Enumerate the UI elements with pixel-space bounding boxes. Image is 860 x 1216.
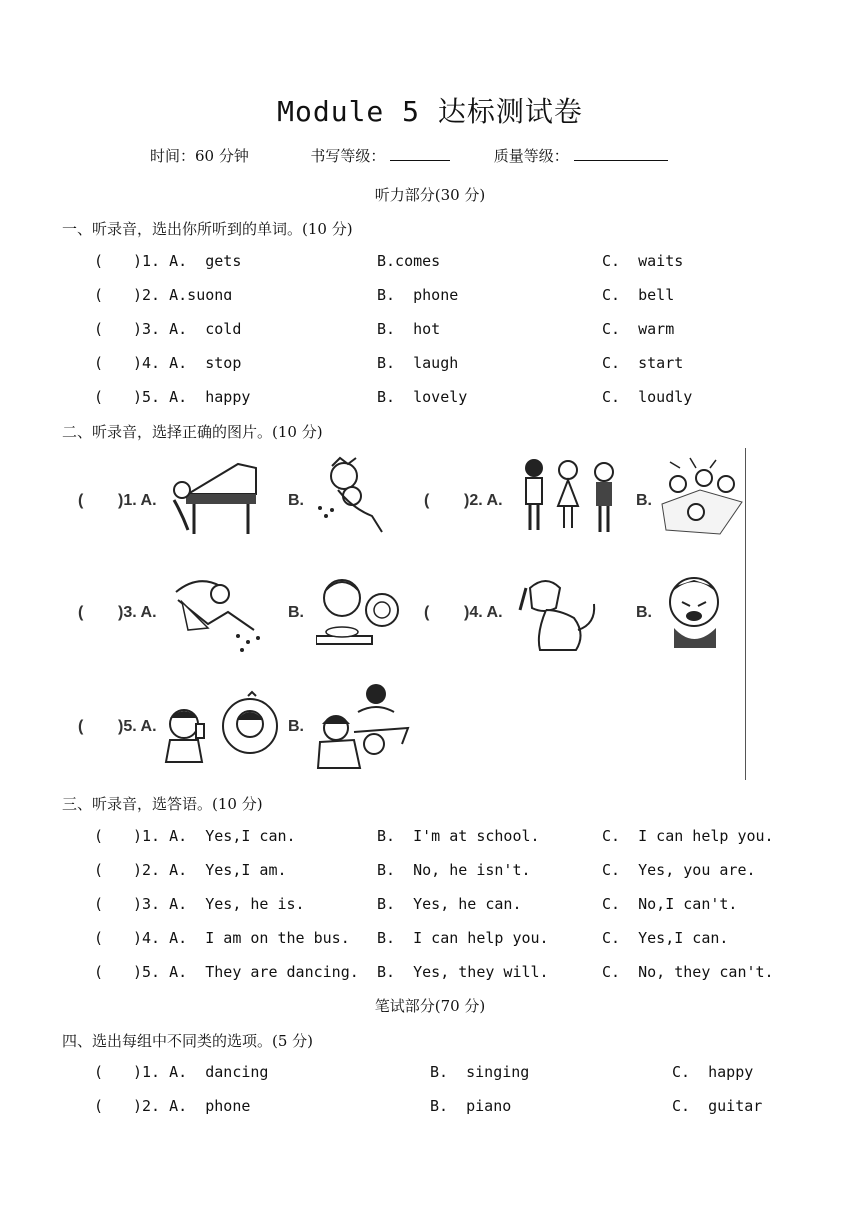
answer-paren[interactable]: ( — [94, 895, 104, 913]
answer-paren[interactable]: ( — [94, 1097, 104, 1115]
option-c: C. start — [602, 354, 684, 372]
option-label: )2. A. — [464, 492, 503, 509]
option-a: )2. A.suonɑ — [133, 286, 233, 304]
option-label: B. — [288, 604, 304, 621]
picnic-group-icon — [660, 454, 744, 538]
answer-paren[interactable]: ( — [94, 286, 104, 304]
option-a: )4. A. I am on the bus. — [133, 929, 350, 947]
option-label: B. — [288, 492, 304, 509]
option-b: B. Yes, he can. — [377, 895, 522, 913]
option-a: )2. A. phone — [133, 1097, 251, 1115]
option-b: B. piano — [430, 1097, 512, 1115]
option-b: B. Yes, they will. — [377, 963, 549, 981]
option-c: C. loudly — [602, 388, 693, 406]
question-row — [0, 827, 860, 851]
question-row — [0, 1097, 860, 1121]
option-b: B.comes — [377, 252, 441, 270]
option-b: B. lovely — [377, 388, 468, 406]
option-a: )5. A. They are dancing. — [133, 963, 359, 981]
option-a: )1. A. gets — [133, 252, 242, 270]
boy-singing-icon — [312, 456, 394, 536]
quality-grade-label: 质量等级： — [493, 147, 569, 165]
question-row — [0, 929, 860, 953]
option-b: B. laugh — [377, 354, 459, 372]
answer-paren[interactable]: ( — [94, 354, 104, 372]
option-a: )3. A. cold — [133, 320, 242, 338]
option-c: C. No,I can't. — [602, 895, 738, 913]
answer-paren[interactable]: ( — [78, 718, 84, 735]
listening-header: 听力部分(30 分) — [374, 186, 486, 204]
picture-row-1 — [0, 450, 760, 550]
answer-paren[interactable]: ( — [94, 388, 104, 406]
answer-paren[interactable]: ( — [94, 963, 104, 981]
option-b: B. hot — [377, 320, 441, 338]
option-c: C. I can help you. — [602, 827, 774, 845]
option-c: C. guitar — [672, 1097, 763, 1115]
question-row — [0, 286, 860, 310]
option-a: )1. A. Yes,I can. — [133, 827, 296, 845]
written-header: 笔试部分(70 分) — [374, 997, 486, 1015]
section-3-heading: 三、听录音，选答语。(10 分) — [62, 795, 263, 813]
option-c: C. happy — [672, 1063, 754, 1081]
answer-paren[interactable]: ( — [94, 320, 104, 338]
question-row — [0, 861, 860, 885]
option-c: C. bell — [602, 286, 675, 304]
option-label: )3. A. — [118, 604, 157, 621]
section-4-heading: 四、选出每组中不同类的选项。(5 分) — [62, 1032, 314, 1050]
option-c: C. warm — [602, 320, 675, 338]
children-playing-icon — [314, 682, 414, 772]
three-children-icon — [516, 454, 624, 538]
question-row — [0, 963, 860, 987]
option-label: B. — [636, 604, 652, 621]
option-a: )2. A. Yes,I am. — [133, 861, 287, 879]
girl-eating-icon — [316, 574, 406, 654]
answer-paren[interactable]: ( — [94, 1063, 104, 1081]
section-1-heading: 一、听录音，选出你所听到的单词。(10 分) — [62, 220, 353, 238]
option-label: B. — [636, 492, 652, 509]
option-a: )4. A. stop — [133, 354, 242, 372]
option-label: )1. A. — [118, 492, 157, 509]
option-c: C. waits — [602, 252, 684, 270]
option-b: B. I can help you. — [377, 929, 549, 947]
option-c: C. No, they can't. — [602, 963, 774, 981]
picture-row-2 — [0, 564, 760, 664]
piano-player-icon — [168, 454, 260, 538]
crying-boy-icon — [660, 572, 732, 652]
question-row — [0, 388, 860, 412]
answer-paren[interactable]: ( — [94, 252, 104, 270]
answer-paren[interactable]: ( — [94, 827, 104, 845]
option-b: B. No, he isn't. — [377, 861, 531, 879]
answer-paren[interactable]: ( — [78, 492, 84, 509]
option-label: )4. A. — [464, 604, 503, 621]
option-label: )5. A. — [118, 718, 157, 735]
writing-grade-blank[interactable] — [390, 146, 450, 161]
option-b: B. singing — [430, 1063, 530, 1081]
answer-paren[interactable]: ( — [94, 929, 104, 947]
boy-phone-icon — [160, 704, 214, 764]
answer-paren[interactable]: ( — [424, 492, 430, 509]
option-b: B. I'm at school. — [377, 827, 540, 845]
answer-paren[interactable]: ( — [424, 604, 430, 621]
dancer-icon — [168, 572, 270, 654]
answer-paren[interactable]: ( — [78, 604, 84, 621]
question-row — [0, 320, 860, 344]
answer-paren[interactable]: ( — [94, 861, 104, 879]
option-a: )3. A. Yes, he is. — [133, 895, 305, 913]
question-row — [0, 1063, 860, 1087]
question-row — [0, 354, 860, 378]
girl-circle-icon — [220, 690, 280, 756]
exam-meta — [150, 145, 668, 166]
option-c: C. Yes,I can. — [602, 929, 729, 947]
option-label: B. — [288, 718, 304, 735]
question-row — [0, 252, 860, 276]
writing-grade-label: 书写等级： — [310, 147, 386, 165]
option-c: C. Yes, you are. — [602, 861, 756, 879]
section-2-heading: 二、听录音，选择正确的图片。(10 分) — [62, 423, 323, 441]
page-title: Module 5 达标测试卷 — [277, 95, 583, 128]
dog-icon — [516, 574, 600, 656]
option-b: B. phone — [377, 286, 459, 304]
picture-row-3 — [0, 678, 760, 778]
option-a: )5. A. happy — [133, 388, 251, 406]
option-a: )1. A. dancing — [133, 1063, 269, 1081]
time-label: 时间：60 分钟 — [150, 147, 249, 165]
quality-grade-blank[interactable] — [574, 146, 668, 161]
question-row — [0, 895, 860, 919]
